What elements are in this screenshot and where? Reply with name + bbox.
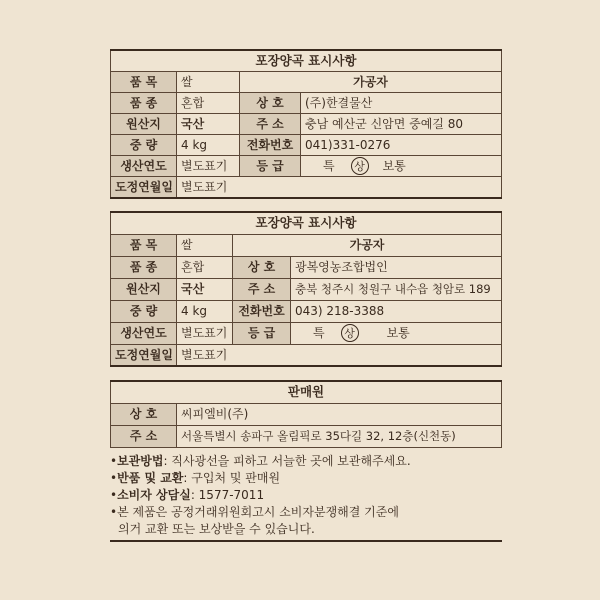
company-label: 상 호 <box>233 256 291 278</box>
grade-special: 특 <box>313 326 325 340</box>
company-value: 광복영농조합법인 <box>291 256 502 278</box>
label-panel-1 <box>110 49 502 199</box>
seller-company-label: 상 호 <box>111 403 177 425</box>
grade-value <box>301 156 502 177</box>
year-value: 별도표기 <box>177 156 240 177</box>
origin-value: 국산 <box>177 278 233 300</box>
phone-label: 전화번호 <box>240 135 301 156</box>
label-panel-2 <box>110 211 502 367</box>
consumer-label: 소비자 상담실 <box>117 488 191 502</box>
origin-label: 원산지 <box>111 114 177 135</box>
weight-label: 중 량 <box>111 135 177 156</box>
address-value: 충남 예산군 신암면 중예길 80 <box>301 114 502 135</box>
address-label: 주 소 <box>233 278 291 300</box>
label-table-1 <box>110 49 502 199</box>
item-label: 품 목 <box>111 234 177 256</box>
processor-header: 가공자 <box>233 234 502 256</box>
label-title: 포장양곡 표시사항 <box>111 212 502 234</box>
grade-selected-circle: 상 <box>351 157 369 175</box>
note-consumer: •소비자 상담실: 1577-7011 <box>110 488 265 502</box>
item-value: 쌀 <box>177 234 233 256</box>
variety-value: 혼합 <box>177 256 233 278</box>
company-label: 상 호 <box>240 93 301 114</box>
consumer-value: : 1577-7011 <box>190 488 265 502</box>
item-value: 쌀 <box>177 72 240 93</box>
weight-label: 중 량 <box>111 300 177 322</box>
seller-address-value: 서울특별시 송파구 올림픽로 35다길 32, 12층(신천동) <box>177 425 502 447</box>
grade-normal: 보통 <box>382 159 406 173</box>
label-title: 포장양곡 표시사항 <box>111 50 502 72</box>
label-table-2 <box>110 211 502 367</box>
disclaimer-line-2: 의거 교환 또는 보상받을 수 있습니다. <box>118 522 315 536</box>
note-disclaimer-cont <box>110 521 502 538</box>
seller-title: 판매원 <box>111 381 502 403</box>
storage-value: : 직사광선을 피하고 서늘한 곳에 보관해주세요. <box>163 454 411 468</box>
grade-normal: 보통 <box>386 326 410 340</box>
seller-company-value: 씨피엘비(주) <box>177 403 502 425</box>
item-label: 품 목 <box>111 72 177 93</box>
variety-label: 품 종 <box>111 256 177 278</box>
seller-panel <box>110 380 502 448</box>
weight-value: 4 kg <box>177 135 240 156</box>
grade-value <box>291 322 502 344</box>
year-label: 생산연도 <box>111 322 177 344</box>
phone-value: 041)331-0276 <box>301 135 502 156</box>
grade-selected-circle: 상 <box>341 324 359 342</box>
phone-value: 043) 218-3388 <box>291 300 502 322</box>
grade-label: 등 급 <box>240 156 301 177</box>
seller-address-label: 주 소 <box>111 425 177 447</box>
disclaimer-line-1: 본 제품은 공정거래위원회고시 소비자분쟁해결 기준에 <box>117 505 399 519</box>
milling-label: 도정연월일 <box>111 344 177 366</box>
return-value: : 구입처 및 판매원 <box>183 471 281 485</box>
variety-label: 품 종 <box>111 93 177 114</box>
seller-table <box>110 380 502 448</box>
origin-value: 국산 <box>177 114 240 135</box>
company-value: (주)한결물산 <box>301 93 502 114</box>
grade-label: 등 급 <box>233 322 291 344</box>
weight-value: 4 kg <box>177 300 233 322</box>
storage-label: 보관방법 <box>117 454 164 468</box>
note-return: •반품 및 교환: 구입처 및 판매원 <box>110 471 281 485</box>
grade-special: 특 <box>323 159 335 173</box>
address-value: 충북 청주시 청원구 내수읍 청암로 189 <box>291 278 502 300</box>
year-value: 별도표기 <box>177 322 233 344</box>
note-disclaimer: •본 제품은 공정거래위원회고시 소비자분쟁해결 기준에 <box>110 505 399 519</box>
milling-label: 도정연월일 <box>111 177 177 199</box>
address-label: 주 소 <box>240 114 301 135</box>
phone-label: 전화번호 <box>233 300 291 322</box>
milling-value: 별도표기 <box>177 177 502 199</box>
processor-header: 가공자 <box>240 72 502 93</box>
milling-value: 별도표기 <box>177 344 502 366</box>
origin-label: 원산지 <box>111 278 177 300</box>
note-storage: •보관방법: 직사광선을 피하고 서늘한 곳에 보관해주세요. <box>110 454 411 468</box>
variety-value: 혼합 <box>177 93 240 114</box>
year-label: 생산연도 <box>111 156 177 177</box>
return-label: 반품 및 교환 <box>117 471 184 485</box>
notes-section <box>110 453 502 542</box>
